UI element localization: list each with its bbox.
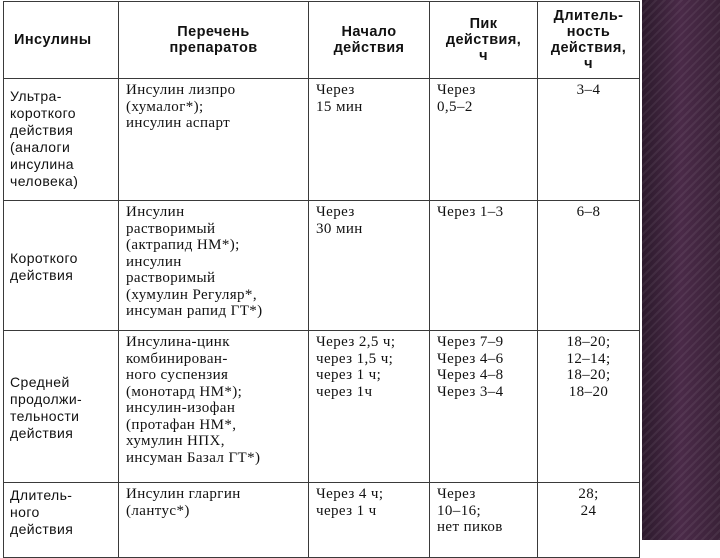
row-onset: Через 30 мин: [309, 201, 430, 331]
header-peak: Пик действия, ч: [430, 2, 538, 79]
header-duration: Длитель- ность действия, ч: [538, 2, 640, 79]
row-duration: 6–8: [538, 201, 640, 331]
table-row: [4, 331, 640, 483]
row-duration: 18–20; 12–14; 18–20; 18–20: [538, 331, 640, 483]
header-row: [4, 2, 640, 79]
row-duration: 3–4: [538, 79, 640, 201]
row-onset: Через 2,5 ч; через 1,5 ч; через 1 ч; через 1ч: [309, 331, 430, 483]
row-onset: Через 15 мин: [309, 79, 430, 201]
row-onset: Через 4 ч; через 1 ч: [309, 483, 430, 558]
table-row: [4, 201, 640, 331]
row-group-label: Короткого действия: [4, 201, 119, 331]
table-row: [4, 483, 640, 558]
row-group-label: Ультра- короткого действия (аналоги инсулина человека): [4, 79, 119, 201]
insulin-table: [3, 1, 640, 558]
row-peak: Через 0,5–2: [430, 79, 538, 201]
row-duration: 28; 24: [538, 483, 640, 558]
row-group-label: Длитель- ного действия: [4, 483, 119, 558]
header-drugs: Перечень препаратов: [119, 2, 309, 79]
header-onset: Начало действия: [309, 2, 430, 79]
row-drugs: Инсулина-цинк комбинирован- ного суспензия (монотард НМ*); инсулин-изофан (протафан НМ*, хумулин НПХ, инсуман Базал ГТ*): [119, 331, 309, 483]
table-row: [4, 79, 640, 201]
row-peak: Через 7–9 Через 4–6 Через 4–8 Через 3–4: [430, 331, 538, 483]
row-peak: Через 10–16; нет пиков: [430, 483, 538, 558]
row-drugs: Инсулин лизпро (хумалог*); инсулин аспарт: [119, 79, 309, 201]
row-drugs: Инсулин гларгин (лантус*): [119, 483, 309, 558]
decorative-side-stripe: [642, 0, 720, 540]
row-peak: Через 1–3: [430, 201, 538, 331]
header-insulins: Инсулины: [4, 2, 119, 79]
row-group-label: Средней продолжи- тельности действия: [4, 331, 119, 483]
row-drugs: Инсулин растворимый (актрапид НМ*); инсулин растворимый (хумулин Регуляр*, инсуман рапид ГТ*): [119, 201, 309, 331]
